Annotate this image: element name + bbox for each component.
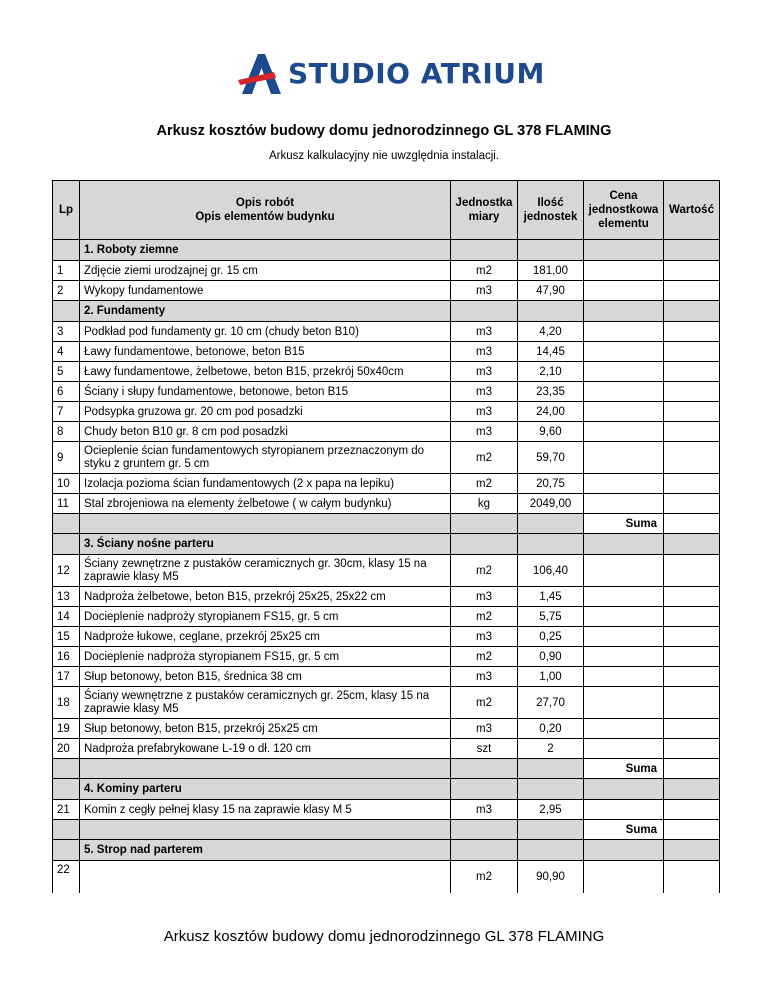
row-lp: 2 <box>53 281 80 301</box>
row-price[interactable] <box>584 362 664 382</box>
section-cell <box>664 779 720 800</box>
row-lp: 1 <box>53 261 80 281</box>
header-opis <box>80 181 451 240</box>
sum-cell <box>80 820 451 840</box>
sum-row <box>53 820 720 840</box>
section-row <box>53 301 720 322</box>
header-lp: Lp <box>53 181 80 240</box>
row-desc: Słup betonowy, beton B15, średnica 38 cm <box>80 667 451 687</box>
section-cell <box>518 301 584 322</box>
row-unit: m2 <box>451 261 518 281</box>
sum-cell <box>518 820 584 840</box>
row-value <box>664 281 720 301</box>
sum-cell <box>80 759 451 779</box>
row-price[interactable] <box>584 442 664 474</box>
section-cell <box>518 779 584 800</box>
row-value <box>664 861 720 893</box>
row-value <box>664 627 720 647</box>
row-lp: 5 <box>53 362 80 382</box>
section-cell <box>584 779 664 800</box>
sum-cell <box>80 514 451 534</box>
row-unit: m2 <box>451 861 518 893</box>
section-title: 3. Ściany nośne parteru <box>80 534 451 555</box>
header-ilosc <box>518 181 584 240</box>
row-desc: Nadproża żelbetowe, beton B15, przekrój 25x25, 25x22 cm <box>80 587 451 607</box>
row-value <box>664 667 720 687</box>
table-row <box>53 402 720 422</box>
sum-cell <box>53 514 80 534</box>
row-value <box>664 555 720 587</box>
row-lp: 13 <box>53 587 80 607</box>
row-value <box>664 402 720 422</box>
row-qty: 2,95 <box>518 800 584 820</box>
row-price[interactable] <box>584 587 664 607</box>
atrium-a-icon <box>238 52 282 96</box>
sum-value <box>664 820 720 840</box>
section-cell <box>518 240 584 261</box>
table-row <box>53 627 720 647</box>
row-qty: 47,90 <box>518 281 584 301</box>
row-lp: 22 <box>53 861 80 893</box>
row-unit: m2 <box>451 442 518 474</box>
section-row <box>53 534 720 555</box>
table-header-row <box>53 181 720 240</box>
row-unit: kg <box>451 494 518 514</box>
row-price[interactable] <box>584 422 664 442</box>
row-desc: Docieplenie nadproża styropianem FS15, gr. 5 cm <box>80 647 451 667</box>
table-row <box>53 647 720 667</box>
section-lp-cell <box>53 240 80 261</box>
page-subtitle: Arkusz kalkulacyjny nie uwzględnia instalacji. <box>268 150 500 162</box>
row-desc: Komin z cegły pełnej klasy 15 na zaprawie klasy M 5 <box>80 800 451 820</box>
row-unit: m2 <box>451 687 518 719</box>
header-opis-line1: Opis robót <box>235 197 295 209</box>
sum-row <box>53 514 720 534</box>
row-unit: m3 <box>451 667 518 687</box>
row-lp: 14 <box>53 607 80 627</box>
row-price[interactable] <box>584 739 664 759</box>
section-row <box>53 240 720 261</box>
sum-value <box>664 514 720 534</box>
section-cell <box>664 534 720 555</box>
table-row <box>53 322 720 342</box>
section-cell <box>584 534 664 555</box>
studio-atrium-logo <box>238 52 545 96</box>
header-ilosc-line2: jednostek <box>523 211 578 223</box>
row-price[interactable] <box>584 861 664 893</box>
row-desc: Nadproża prefabrykowane L-19 o dł. 120 cm <box>80 739 451 759</box>
table-row <box>53 494 720 514</box>
table-row <box>53 342 720 362</box>
table-row <box>53 422 720 442</box>
section-cell <box>451 301 518 322</box>
section-row <box>53 779 720 800</box>
section-lp-cell <box>53 840 80 861</box>
row-unit: m3 <box>451 587 518 607</box>
row-qty: 1,45 <box>518 587 584 607</box>
table-row <box>53 442 720 474</box>
row-qty: 0,25 <box>518 627 584 647</box>
sum-cell <box>518 759 584 779</box>
table-row <box>53 719 720 739</box>
header-wartosc: Wartość <box>664 181 720 240</box>
section-cell <box>584 301 664 322</box>
row-value <box>664 687 720 719</box>
row-desc: Nadproże łukowe, ceglane, przekrój 25x25 cm <box>80 627 451 647</box>
row-value <box>664 442 720 474</box>
row-value <box>664 322 720 342</box>
row-unit: m2 <box>451 474 518 494</box>
sum-cell <box>53 759 80 779</box>
section-cell <box>584 840 664 861</box>
row-desc: Słup betonowy, beton B15, przekrój 25x25 cm <box>80 719 451 739</box>
row-unit: m3 <box>451 800 518 820</box>
row-desc: Wykopy fundamentowe <box>80 281 451 301</box>
table-row <box>53 382 720 402</box>
row-unit: m2 <box>451 555 518 587</box>
table-row <box>53 555 720 587</box>
row-desc: Chudy beton B10 gr. 8 cm pod posadzki <box>80 422 451 442</box>
row-price[interactable] <box>584 494 664 514</box>
table-row <box>53 261 720 281</box>
sum-value <box>664 759 720 779</box>
row-lp: 9 <box>53 442 80 474</box>
row-price[interactable] <box>584 402 664 422</box>
row-lp: 4 <box>53 342 80 362</box>
sum-cell <box>451 820 518 840</box>
row-qty: 0,90 <box>518 647 584 667</box>
row-price[interactable] <box>584 607 664 627</box>
row-unit: m3 <box>451 719 518 739</box>
row-value <box>664 261 720 281</box>
row-qty: 181,00 <box>518 261 584 281</box>
table-row <box>53 667 720 687</box>
section-title: 2. Fundamenty <box>80 301 451 322</box>
section-lp-cell <box>53 779 80 800</box>
row-qty: 9,60 <box>518 422 584 442</box>
row-lp: 12 <box>53 555 80 587</box>
section-cell <box>518 534 584 555</box>
sum-cell <box>518 514 584 534</box>
row-value <box>664 362 720 382</box>
row-price[interactable] <box>584 627 664 647</box>
row-lp: 15 <box>53 627 80 647</box>
table-row <box>53 474 720 494</box>
section-title: 1. Roboty ziemne <box>80 240 451 261</box>
page-footer: Arkusz kosztów budowy domu jednorodzinnego GL 378 FLAMING <box>163 928 605 945</box>
row-desc: Zdjęcie ziemi urodzajnej gr. 15 cm <box>80 261 451 281</box>
section-cell <box>451 240 518 261</box>
row-desc: Docieplenie nadproży styropianem FS15, gr. 5 cm <box>80 607 451 627</box>
sum-cell <box>451 514 518 534</box>
sum-label: Suma <box>584 820 664 840</box>
header-jednostka-line2: miary <box>468 211 500 223</box>
row-desc: Ściany wewnętrzne z pustaków ceramicznych gr. 25cm, klasy 15 na zaprawie klasy M5 <box>80 687 451 719</box>
row-lp: 3 <box>53 322 80 342</box>
row-price[interactable] <box>584 322 664 342</box>
row-unit: m2 <box>451 647 518 667</box>
row-value <box>664 494 720 514</box>
row-price[interactable] <box>584 382 664 402</box>
section-cell <box>584 240 664 261</box>
row-unit: szt <box>451 739 518 759</box>
row-desc: Ławy fundamentowe, betonowe, beton B15 <box>80 342 451 362</box>
row-value <box>664 422 720 442</box>
row-desc <box>80 861 451 893</box>
sum-label: Suma <box>584 759 664 779</box>
row-unit: m3 <box>451 362 518 382</box>
section-cell <box>451 534 518 555</box>
row-qty: 14,45 <box>518 342 584 362</box>
header-opis-line2: Opis elementów budynku <box>195 211 335 223</box>
row-lp: 8 <box>53 422 80 442</box>
row-qty: 4,20 <box>518 322 584 342</box>
row-lp: 21 <box>53 800 80 820</box>
sum-row <box>53 759 720 779</box>
sum-cell <box>53 820 80 840</box>
row-lp: 17 <box>53 667 80 687</box>
row-lp: 7 <box>53 402 80 422</box>
row-value <box>664 342 720 362</box>
header-cena-line2: jednostkowa <box>588 204 659 216</box>
row-desc: Izolacja pozioma ścian fundamentowych (2 x papa na lepiku) <box>80 474 451 494</box>
section-lp-cell <box>53 534 80 555</box>
section-cell <box>451 840 518 861</box>
row-lp: 20 <box>53 739 80 759</box>
row-qty: 2049,00 <box>518 494 584 514</box>
row-value <box>664 587 720 607</box>
row-desc: Ściany zewnętrzne z pustaków ceramicznych gr. 30cm, klasy 15 na zaprawie klasy M5 <box>80 555 451 587</box>
row-qty: 90,90 <box>518 861 584 893</box>
row-unit: m3 <box>451 322 518 342</box>
header-cena-line3: elementu <box>598 218 649 230</box>
row-unit: m3 <box>451 422 518 442</box>
header-jednostka <box>451 181 518 240</box>
table-row <box>53 687 720 719</box>
row-desc: Ocieplenie ścian fundamentowych styropianem przeznaczonym do styku z gruntem gr. 5 cm <box>80 442 451 474</box>
row-lp: 16 <box>53 647 80 667</box>
row-unit: m3 <box>451 382 518 402</box>
row-value <box>664 800 720 820</box>
row-lp: 18 <box>53 687 80 719</box>
table-row <box>53 800 720 820</box>
row-desc: Stal zbrojeniowa na elementy żelbetowe ( w całym budynku) <box>80 494 451 514</box>
table-row <box>53 861 720 893</box>
row-price[interactable] <box>584 555 664 587</box>
row-qty: 59,70 <box>518 442 584 474</box>
section-title: 4. Kominy parteru <box>80 779 451 800</box>
row-desc: Podkład pod fundamenty gr. 10 cm (chudy beton B10) <box>80 322 451 342</box>
table-row <box>53 607 720 627</box>
row-lp: 11 <box>53 494 80 514</box>
row-price[interactable] <box>584 474 664 494</box>
table-row <box>53 739 720 759</box>
row-unit: m3 <box>451 627 518 647</box>
row-unit: m3 <box>451 281 518 301</box>
table-row <box>53 362 720 382</box>
header-cena-line1: Cena <box>609 190 638 202</box>
row-qty: 0,20 <box>518 719 584 739</box>
row-value <box>664 739 720 759</box>
section-lp-cell <box>53 301 80 322</box>
row-qty: 24,00 <box>518 402 584 422</box>
row-unit: m3 <box>451 402 518 422</box>
header-ilosc-line1: Ilość <box>537 197 564 209</box>
row-price[interactable] <box>584 800 664 820</box>
row-unit: m3 <box>451 342 518 362</box>
row-price[interactable] <box>584 281 664 301</box>
row-lp: 6 <box>53 382 80 402</box>
row-value <box>664 382 720 402</box>
section-cell <box>664 840 720 861</box>
row-qty: 106,40 <box>518 555 584 587</box>
row-qty: 23,35 <box>518 382 584 402</box>
row-qty: 27,70 <box>518 687 584 719</box>
row-price[interactable] <box>584 342 664 362</box>
row-price[interactable] <box>584 687 664 719</box>
logo-text: STUDIO ATRIUM <box>288 57 545 90</box>
row-price[interactable] <box>584 667 664 687</box>
row-desc: Ławy fundamentowe, żelbetowe, beton B15, przekrój 50x40cm <box>80 362 451 382</box>
row-desc: Ściany i słupy fundamentowe, betonowe, beton B15 <box>80 382 451 402</box>
row-unit: m2 <box>451 607 518 627</box>
section-cell <box>664 240 720 261</box>
sum-cell <box>451 759 518 779</box>
page-title: Arkusz kosztów budowy domu jednorodzinnego GL 378 FLAMING <box>156 123 612 139</box>
row-value <box>664 719 720 739</box>
row-value <box>664 607 720 627</box>
row-desc: Podsypka gruzowa gr. 20 cm pod posadzki <box>80 402 451 422</box>
row-value <box>664 474 720 494</box>
section-title: 5. Strop nad parterem <box>80 840 451 861</box>
section-cell <box>451 779 518 800</box>
row-qty: 5,75 <box>518 607 584 627</box>
table-row <box>53 587 720 607</box>
section-cell <box>518 840 584 861</box>
row-qty: 20,75 <box>518 474 584 494</box>
header-cena <box>584 181 664 240</box>
header-jednostka-line1: Jednostka <box>455 197 513 209</box>
row-qty: 2 <box>518 739 584 759</box>
table-row <box>53 281 720 301</box>
row-qty: 1,00 <box>518 667 584 687</box>
cost-table <box>52 180 720 893</box>
sum-label: Suma <box>584 514 664 534</box>
row-lp: 19 <box>53 719 80 739</box>
row-lp: 10 <box>53 474 80 494</box>
row-price[interactable] <box>584 261 664 281</box>
section-cell <box>664 301 720 322</box>
row-qty: 2,10 <box>518 362 584 382</box>
row-value <box>664 647 720 667</box>
section-row <box>53 840 720 861</box>
row-price[interactable] <box>584 719 664 739</box>
row-price[interactable] <box>584 647 664 667</box>
